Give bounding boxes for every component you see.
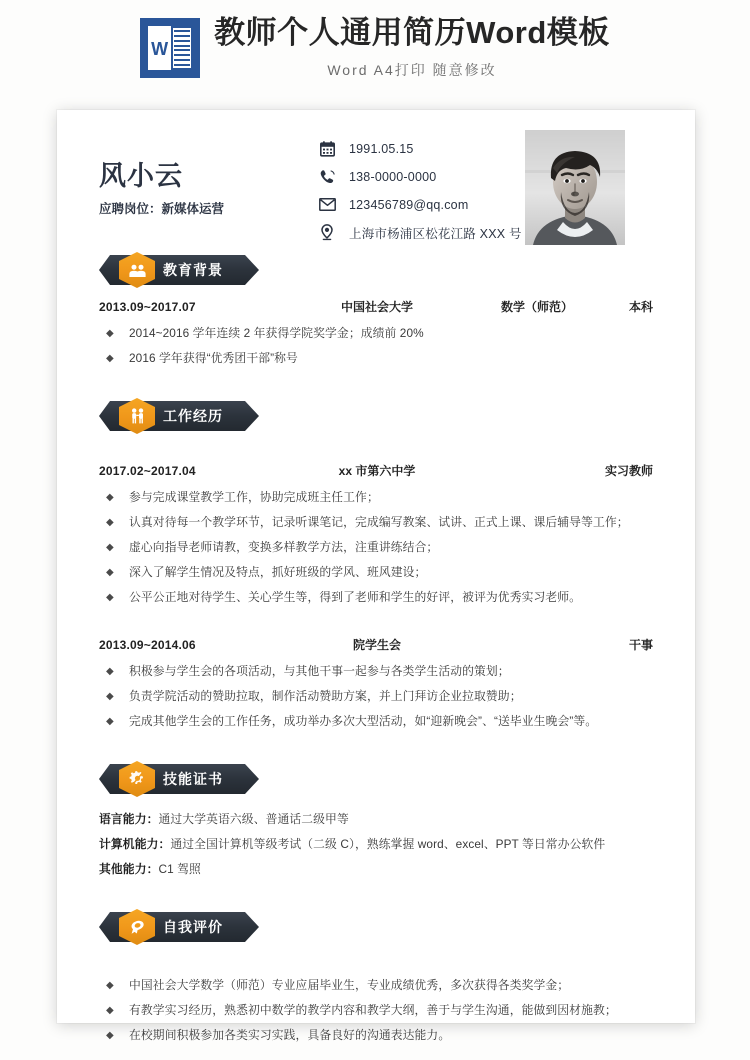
calendar-icon [317,140,337,158]
section-badge-education [99,255,259,285]
list-item [99,973,653,998]
contact-value: 1991.05.15 [349,141,414,156]
section-self-evaluation [57,912,695,1048]
section-title: 自我评价 [163,919,223,935]
list-item [99,1023,653,1048]
diamond-bullet-icon: ◆ [106,666,114,677]
phone-icon [317,168,337,186]
contact-list [317,136,522,248]
envelope-icon [317,196,337,214]
entry-bullets [99,659,653,734]
list-item [99,585,653,610]
entry-date: 2013.09~2014.06 [99,638,196,652]
list-item [99,560,653,585]
diamond-bullet-icon: ◆ [106,328,114,339]
section-badge-work [99,401,259,431]
skill-value: 通过大学英语六级、普通话二级甲等 [158,812,349,826]
contact-row-birthdate [317,136,522,161]
list-item [99,659,653,684]
avatar [525,130,625,245]
bullet-text: 2016 学年获得“优秀团干部”称号 [129,351,298,365]
location-pin-icon [317,224,337,242]
list-item [99,510,653,535]
section-title: 教育背景 [163,262,223,278]
skill-value: 通过全国计算机等级考试（二级 C），熟练掌握 word、excel、PPT 等日常办公软件 [170,837,606,851]
section-title: 技能证书 [163,771,223,787]
list-item [99,321,653,346]
contact-row-email [317,192,522,217]
diamond-bullet-icon: ◆ [106,542,114,553]
bullet-text: 虚心向指导老师请教，变换多样教学方法，注重讲练结合； [129,540,439,554]
bullet-text: 中国社会大学数学（师范）专业应届毕业生，专业成绩优秀，多次获得各类奖学金； [129,978,570,992]
bullet-text: 积极参与学生会的各项活动，与其他干事一起参与各类学生活动的策划； [129,664,510,678]
diamond-bullet-icon: ◆ [106,567,114,578]
bullet-text: 认真对待每一个教学环节，记录听课笔记，完成编写教案、试讲、正式上课、课后辅导等工作； [129,515,629,529]
skill-label: 计算机能力： [99,837,171,851]
entry-header [99,636,653,653]
resume-header [57,110,695,255]
entry-header [99,462,653,479]
entry-role: 实习教师 [604,464,653,478]
entry-role: 干事 [628,638,653,652]
banner-subtitle: Word A4打印 随意修改 [327,61,497,78]
bullet-text: 深入了解学生情况及特点，抓好班级的学风、班风建设； [129,565,427,579]
applicant-name: 风小云 [99,161,183,191]
skill-other [99,857,653,882]
diamond-bullet-icon: ◆ [106,980,114,991]
contact-row-address [317,220,522,245]
contact-value: 123456789@qq.com [349,197,469,212]
list-item [99,346,653,371]
diamond-bullet-icon: ◆ [106,1030,114,1041]
section-education [57,255,695,371]
diamond-bullet-icon: ◆ [106,1005,114,1016]
entry-date: 2013.09~2017.07 [99,300,196,314]
bullet-text: 负责学院活动的赞助拉取，制作活动赞助方案，并上门拜访企业拉取赞助； [129,689,522,703]
diamond-bullet-icon: ◆ [106,492,114,503]
resume-paper [57,110,695,1042]
skill-language [99,807,653,832]
bullet-text: 完成其他学生会的工作任务，成功举办多次大型活动，如“迎新晚会”、“送毕业生晚会”等。 [129,714,598,728]
banner [0,0,750,108]
entry-header [99,298,653,315]
list-item [99,485,653,510]
entry-organization: 中国社会大学 [340,300,413,314]
section-work-experience [57,401,695,734]
diamond-bullet-icon: ◆ [106,716,114,727]
entry-major: 数学（师范） [500,300,573,314]
section-badge-self-evaluation [99,912,259,942]
entry-organization: xx 市第六中学 [338,464,416,478]
section-badge-skills [99,764,259,794]
diamond-bullet-icon: ◆ [106,592,114,603]
entry-date: 2017.02~2017.04 [99,464,196,478]
skill-value: C1 驾照 [158,862,201,876]
entry-bullets [99,321,653,371]
contact-value: 上海市杨浦区松花江路 XXX 号 [349,226,522,241]
list-item [99,684,653,709]
bullet-text: 2014~2016 学年连续 2 年获得学院奖学金；成绩前 20% [129,326,424,340]
bullet-text: 参与完成课堂教学工作，协助完成班主任工作； [129,490,379,504]
contact-row-phone [317,164,522,189]
skill-label: 其他能力： [99,862,159,876]
bullet-text: 公平公正地对待学生、关心学生等，得到了老师和学生的好评，被评为优秀实习老师。 [129,590,582,604]
section-skills [57,764,695,882]
entry-bullets [99,485,653,610]
diamond-bullet-icon: ◆ [106,691,114,702]
bullet-text: 有教学实习经历，熟悉初中数学的教学内容和教学大纲，善于与学生沟通，能做到因材施教； [129,1003,617,1017]
applied-position: 应聘岗位：新媒体运营 [99,202,225,216]
entry-degree: 本科 [628,300,653,314]
self-evaluation-bullets [99,973,653,1048]
list-item [99,998,653,1023]
word-logo-icon: W [140,18,200,78]
skill-label: 语言能力： [99,812,159,826]
list-item [99,709,653,734]
section-title: 工作经历 [163,408,223,424]
diamond-bullet-icon: ◆ [106,517,114,528]
banner-title: 教师个人通用简历Word模板 [214,15,610,50]
list-item [99,535,653,560]
contact-value: 138-0000-0000 [349,169,437,184]
diamond-bullet-icon: ◆ [106,353,114,364]
bullet-text: 在校期间积极参加各类实习实践，具备良好的沟通表达能力。 [129,1028,451,1042]
skill-computer [99,832,653,857]
entry-organization: 院学生会 [352,638,401,652]
